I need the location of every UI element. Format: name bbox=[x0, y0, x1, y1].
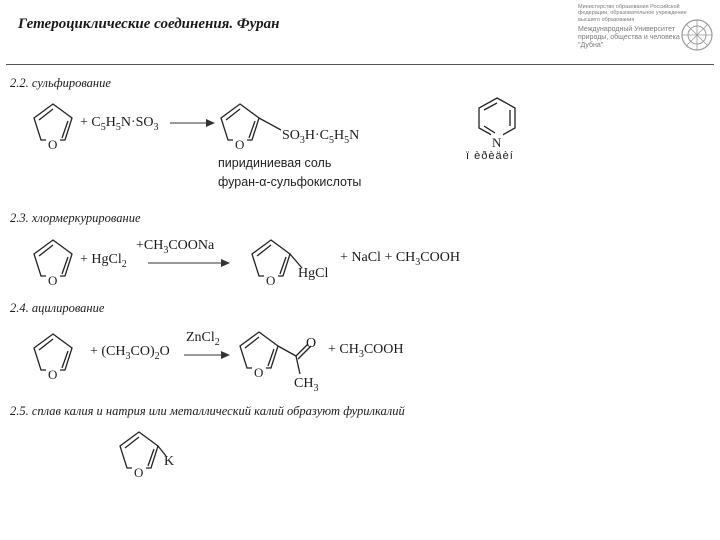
furylmercury-structure bbox=[246, 236, 306, 292]
reaction-arrow bbox=[148, 258, 230, 268]
chloromercuration-byproducts: + NaCl + $CH_3COOH$ bbox=[340, 250, 460, 268]
sulfonation-reagent: + $C_5H_5N\cdot SO_3$ bbox=[80, 115, 159, 133]
pyridine-label: ï èðèäèí bbox=[466, 150, 514, 162]
svg-text:O: O bbox=[48, 273, 58, 288]
section-heading-chloromercuration: 2.3. хлормеркурирование bbox=[10, 211, 141, 225]
svg-text:O: O bbox=[266, 273, 276, 288]
svg-text:O: O bbox=[254, 365, 264, 380]
svg-text:O: O bbox=[48, 137, 58, 152]
product-caption-line1: пиридиниевая соль bbox=[218, 156, 332, 170]
reaction-arrow bbox=[184, 350, 230, 360]
reaction-condition: $+CH_3COONa$ bbox=[136, 238, 215, 256]
chloromercuration-product: HgCl bbox=[298, 266, 329, 281]
furan-sulfonic-structure bbox=[215, 100, 285, 156]
methyl-group: $CH_3$ bbox=[294, 376, 319, 394]
acylation-byproduct: + $CH_3COOH$ bbox=[328, 342, 404, 360]
university-name-text: Международный Университет природы, общества и человека "Дубна" bbox=[578, 26, 680, 50]
furan-structure bbox=[28, 236, 78, 292]
pyridine-structure bbox=[472, 94, 522, 154]
svg-text:O: O bbox=[134, 465, 144, 480]
section-heading-furylpotassium: 2.5. сплав калия и натрия или металлический калий образуют фурилкалий bbox=[10, 404, 405, 418]
sulfonation-product: $SO_3H\cdot C_5H_5N$ bbox=[282, 128, 360, 146]
university-ministry-text: Министерство образования Российской федерации, образовательное учреждение высшего образования bbox=[578, 4, 687, 23]
reaction-arrow bbox=[170, 118, 215, 128]
header-divider bbox=[6, 64, 714, 65]
section-heading-acylation: 2.4. ацилирование bbox=[10, 301, 105, 315]
furan-structure bbox=[28, 100, 78, 156]
potassium-atom: K bbox=[164, 454, 175, 469]
product-caption-line2: фуран-α-сульфокислоты bbox=[218, 175, 362, 189]
svg-text:N: N bbox=[492, 135, 502, 150]
carbonyl-oxygen: O bbox=[306, 336, 317, 351]
page-title: Гетероциклические соединения. Фуран bbox=[18, 16, 280, 32]
section-heading-sulfonation: 2.2. сульфирование bbox=[10, 76, 111, 90]
chloromercuration-reagent: + HgCl$_2$ bbox=[80, 252, 127, 270]
university-emblem-icon bbox=[680, 18, 714, 52]
acylation-reagent: + $(CH_3CO)_2O$ bbox=[90, 344, 170, 362]
furan-structure bbox=[28, 330, 78, 386]
svg-text:O: O bbox=[235, 137, 245, 152]
svg-text:O: O bbox=[48, 367, 58, 382]
acylation-catalyst: ZnCl$_2$ bbox=[186, 330, 220, 348]
